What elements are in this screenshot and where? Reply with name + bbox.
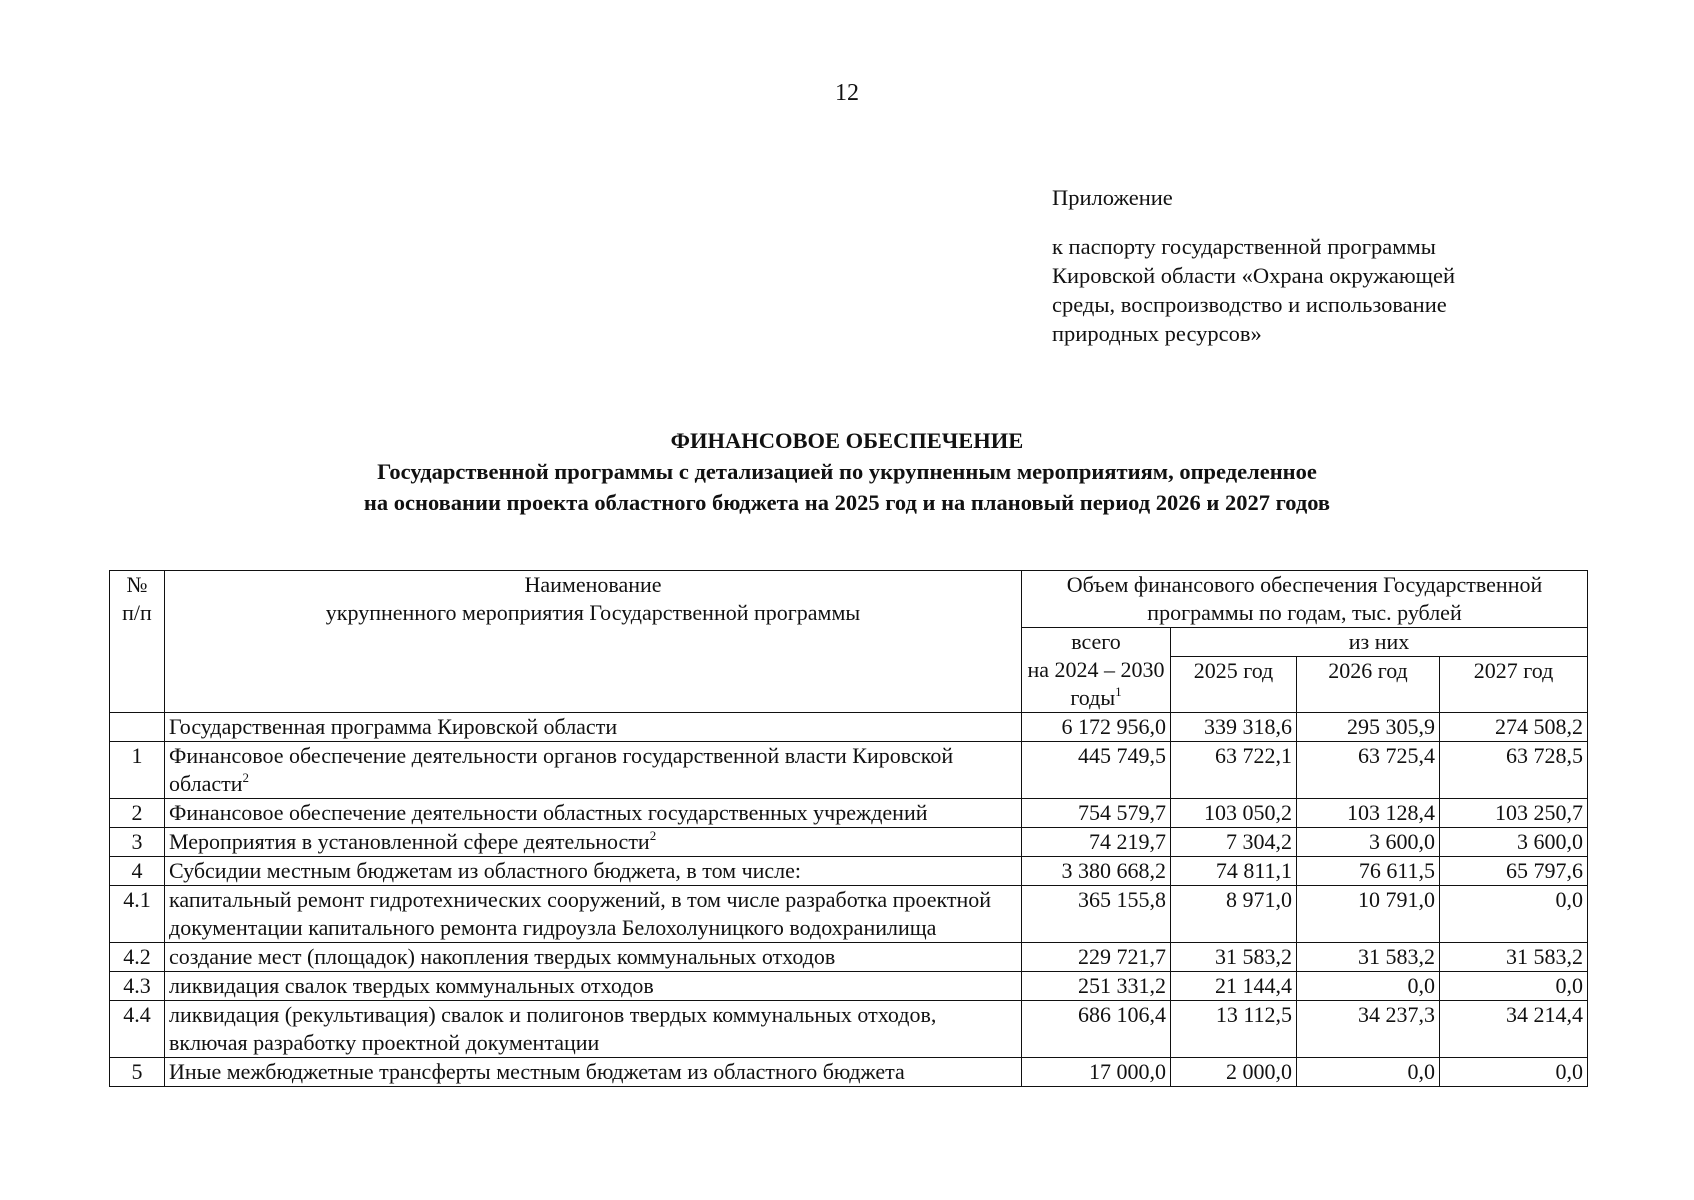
row-value-y2026: 3 600,0 [1297,828,1440,857]
header-of-them: из них [1171,628,1588,657]
appendix-line: природных ресурсов» [1052,321,1262,346]
row-name-text: Иные межбюджетные трансферты местным бюджетам из областного бюджета [169,1059,905,1084]
row-value-y2025: 13 112,5 [1171,1001,1297,1058]
table-row [110,1001,1588,1058]
row-name [165,828,1022,857]
row-name [165,886,1022,943]
row-value-y2025: 8 971,0 [1171,886,1297,943]
row-value-y2027: 65 797,6 [1440,857,1588,886]
row-value-y2026: 31 583,2 [1297,943,1440,972]
table-row [110,742,1588,799]
row-name [165,713,1022,742]
financing-table [109,570,1588,1087]
row-value-y2027: 274 508,2 [1440,713,1588,742]
row-value-total: 229 721,7 [1022,943,1171,972]
row-value-y2025: 103 050,2 [1171,799,1297,828]
row-value-y2026: 0,0 [1297,972,1440,1001]
title-subtitle-1: Государственной программы с детализацией по укрупненным мероприятиям, определенное [377,459,1317,484]
row-name-text: ликвидация (рекультивация) свалок и полигонов твердых коммунальных отходов, включая разработку проектной документации [169,1002,937,1055]
table-row [110,943,1588,972]
table-row [110,799,1588,828]
table-row [110,886,1588,943]
header-number-line2: п/п [122,600,152,625]
row-value-total: 3 380 668,2 [1022,857,1171,886]
header-name-line1: Наименование [524,572,662,597]
row-value-y2026: 63 725,4 [1297,742,1440,799]
row-name [165,742,1022,799]
table-row [110,828,1588,857]
header-year-2026: 2026 год [1297,657,1440,713]
row-number: 2 [110,799,165,828]
appendix-line: среды, воспроизводство и использование [1052,292,1447,317]
row-number: 4.3 [110,972,165,1001]
row-value-total: 686 106,4 [1022,1001,1171,1058]
row-name [165,943,1022,972]
row-value-y2025: 21 144,4 [1171,972,1297,1001]
row-value-y2025: 31 583,2 [1171,943,1297,972]
row-value-y2026: 295 305,9 [1297,713,1440,742]
row-value-y2026: 34 237,3 [1297,1001,1440,1058]
row-name-text: Мероприятия в установленной сфере деятельности [169,829,650,854]
title-subtitle-2: на основании проекта областного бюджета на 2025 год и на плановый период 2026 и 2027 годов [363,490,1331,515]
row-number: 1 [110,742,165,799]
header-total-line2: на 2024 – 2030 [1027,657,1165,682]
row-value-y2027: 0,0 [1440,972,1588,1001]
row-value-y2027: 0,0 [1440,1058,1588,1087]
row-name-text: Государственная программа Кировской области [169,714,618,739]
header-total [1022,628,1171,713]
footnote-mark: 1 [1115,684,1122,699]
row-name [165,1058,1022,1087]
row-name [165,857,1022,886]
row-number: 5 [110,1058,165,1087]
header-name [165,571,1022,713]
row-value-y2027: 63 728,5 [1440,742,1588,799]
row-value-total: 365 155,8 [1022,886,1171,943]
row-value-y2025: 63 722,1 [1171,742,1297,799]
row-value-y2027: 3 600,0 [1440,828,1588,857]
appendix-label: Приложение [1052,185,1173,210]
row-value-total: 6 172 956,0 [1022,713,1171,742]
row-value-y2026: 0,0 [1297,1058,1440,1087]
document-title [0,425,1694,518]
header-number [110,571,165,713]
row-number: 4 [110,857,165,886]
row-name [165,972,1022,1001]
row-value-y2027: 103 250,7 [1440,799,1588,828]
appendix-line: Кировской области «Охрана окружающей [1052,263,1455,288]
header-name-line2: укрупненного мероприятия Государственной программы [325,600,861,625]
table-row [110,972,1588,1001]
page-number: 12 [835,80,859,106]
row-name-text: капитальный ремонт гидротехнических сооружений, в том числе разработка проектной документации капитального ремонта гидроузла Белохолуницкого водохранилища [169,887,992,940]
row-value-total: 754 579,7 [1022,799,1171,828]
header-year-2025: 2025 год [1171,657,1297,713]
row-value-y2025: 339 318,6 [1171,713,1297,742]
row-value-total: 251 331,2 [1022,972,1171,1001]
row-number: 3 [110,828,165,857]
row-value-y2025: 2 000,0 [1171,1058,1297,1087]
row-name-text: создание мест (площадок) накопления твердых коммунальных отходов [169,944,836,969]
row-value-total: 74 219,7 [1022,828,1171,857]
row-name [165,1001,1022,1058]
title-main: ФИНАНСОВОЕ ОБЕСПЕЧЕНИЕ [670,428,1024,453]
row-number [110,713,165,742]
footnote-mark: 2 [242,770,250,785]
row-number: 4.1 [110,886,165,943]
row-number: 4.4 [110,1001,165,1058]
row-value-y2026: 10 791,0 [1297,886,1440,943]
row-name-text: Финансовое обеспечение деятельности областных государственных учреждений [169,800,928,825]
row-name-text: Субсидии местным бюджетам из областного бюджета, в том числе: [169,858,802,883]
header-total-line3: годы [1070,685,1116,710]
row-value-total: 445 749,5 [1022,742,1171,799]
row-value-y2026: 76 611,5 [1297,857,1440,886]
appendix-block [1052,183,1652,348]
header-number-line1: № [126,572,148,597]
table-row [110,1058,1588,1087]
row-value-y2025: 7 304,2 [1171,828,1297,857]
row-name [165,799,1022,828]
footnote-mark: 2 [649,828,657,843]
header-volume: Объем финансового обеспечения Государственной программы по годам, тыс. рублей [1022,571,1588,628]
row-name-text: ликвидация свалок твердых коммунальных отходов [169,973,654,998]
header-year-2027: 2027 год [1440,657,1588,713]
header-total-line1: всего [1071,629,1121,654]
row-value-y2025: 74 811,1 [1171,857,1297,886]
row-value-y2027: 31 583,2 [1440,943,1588,972]
row-name-text: Финансовое обеспечение деятельности органов государственной власти Кировской области [169,743,954,796]
appendix-line: к паспорту государственной программы [1052,234,1436,259]
table-row [110,857,1588,886]
row-value-total: 17 000,0 [1022,1058,1171,1087]
row-value-y2026: 103 128,4 [1297,799,1440,828]
table-row [110,713,1588,742]
row-value-y2027: 0,0 [1440,886,1588,943]
row-value-y2027: 34 214,4 [1440,1001,1588,1058]
row-number: 4.2 [110,943,165,972]
